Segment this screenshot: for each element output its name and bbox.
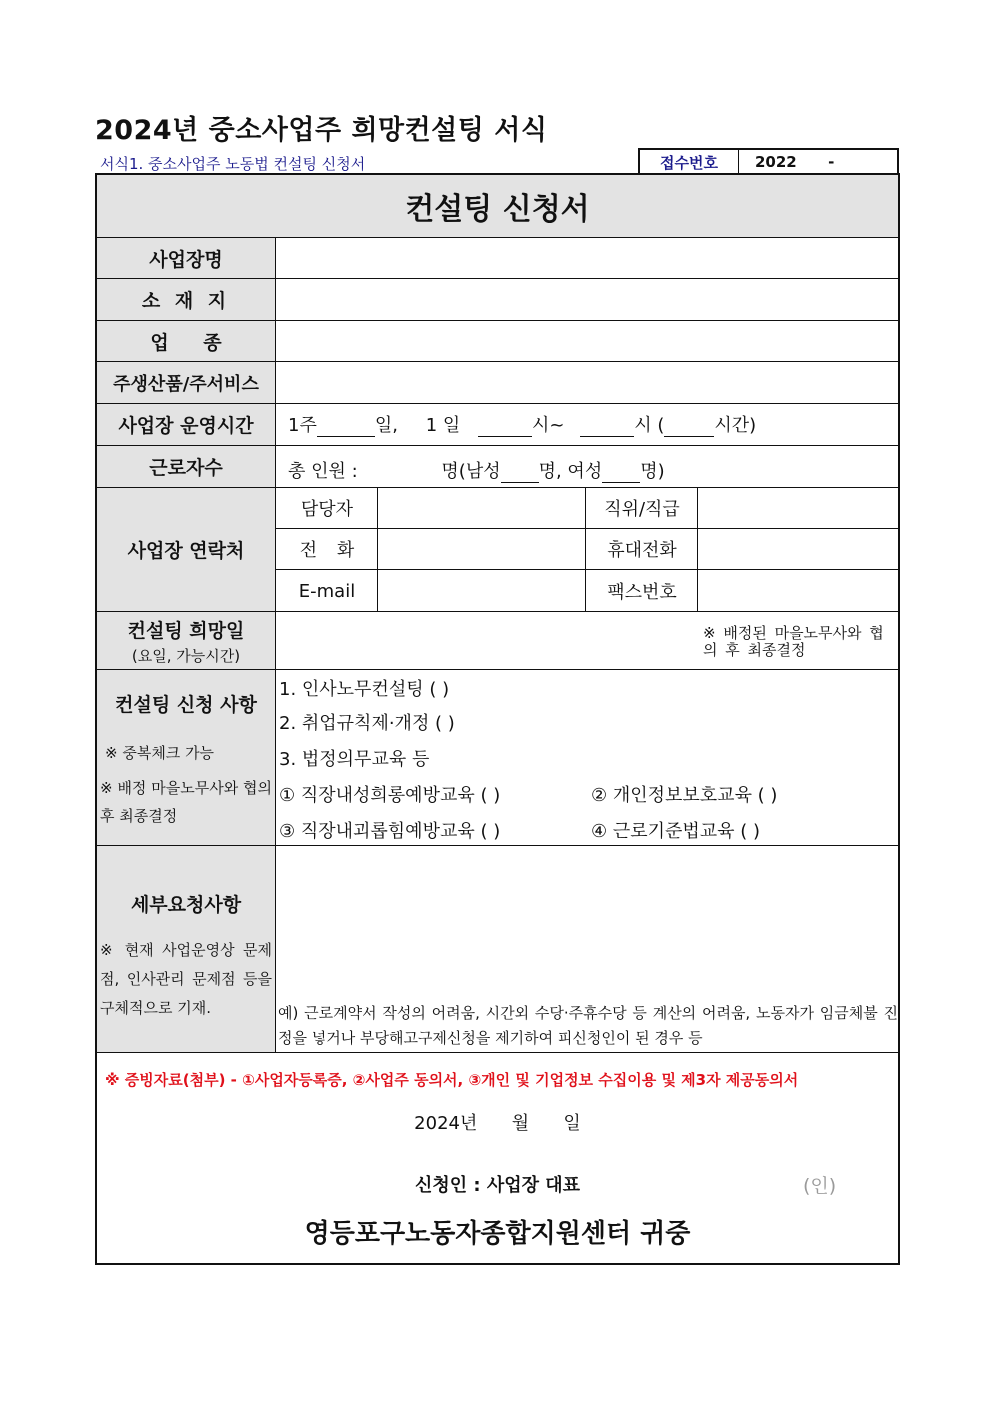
products-field[interactable] bbox=[277, 363, 897, 402]
apply-note-consult: ※ 배정 마을노무사와 협의 후 최종결정 bbox=[100, 779, 272, 825]
hours-to-label: 시 ( bbox=[634, 415, 665, 436]
workers-male-label: 명(남성 bbox=[441, 461, 501, 482]
apply-item-mandatory-education: 3. 법정의무교육 등 bbox=[279, 749, 430, 770]
form-subtitle: 서식1. 중소사업주 노동법 컨설팅 신청서 bbox=[100, 155, 366, 173]
wish-date-label-cell bbox=[97, 612, 275, 669]
contact-label: 사업장 연락처 bbox=[127, 540, 245, 562]
workers-end-label: 명) bbox=[640, 461, 665, 482]
hours-days-label: 일, bbox=[374, 415, 398, 436]
hours-per-week-label: 1주 bbox=[288, 415, 317, 436]
hours-per-day-label: 1 일 bbox=[425, 415, 461, 436]
apply-item-privacy[interactable]: ② 개인정보보호교육 ( ) bbox=[591, 785, 778, 806]
phone-field[interactable] bbox=[379, 529, 584, 568]
apply-item-workplace-bullying[interactable]: ③ 직장내괴롭힘예방교육 ( ) bbox=[279, 821, 501, 842]
workers-label: 근로자수 bbox=[149, 457, 223, 479]
apply-note-duplicate: ※ 중복체크 가능 bbox=[105, 744, 215, 762]
wish-date-label: 컨설팅 희망일 bbox=[127, 619, 245, 642]
hours-from-label: 시~ bbox=[532, 415, 565, 436]
workers-total-label: 총 인원 : bbox=[288, 461, 358, 482]
evidence-notice: ※ 증빙자료(첨부) - ①사업자등록증, ②사업주 동의서, ③개인 및 기업정보 수집이용 및 제3자 제공동의서 bbox=[105, 1071, 799, 1089]
manager-field[interactable] bbox=[379, 488, 584, 527]
hours-label: 사업장 운영시간 bbox=[118, 415, 254, 437]
mobile-label: 휴대전화 bbox=[607, 540, 677, 561]
receipt-number-field[interactable]: 2022 - bbox=[755, 153, 835, 171]
apply-item-sexual-harassment[interactable]: ① 직장내성희롱예방교육 ( ) bbox=[279, 785, 501, 806]
apply-label-cell bbox=[97, 670, 275, 845]
detail-label: 세부요청사항 bbox=[130, 894, 242, 916]
form-frame bbox=[95, 173, 900, 1265]
receipt-label: 접수번호 bbox=[640, 150, 739, 174]
apply-item-labor-standards[interactable]: ④ 근로기준법교육 ( ) bbox=[591, 821, 761, 842]
detail-example: 예) 근로계약서 작성의 어려움, 시간외 수당·주휴수당 등 계산의 어려움, 노동자가 임금체불 진정을 넣거나 부당해고구제신청을 제기하여 피신청인이 된 경우 등 bbox=[278, 1004, 898, 1047]
industry-field[interactable] bbox=[277, 322, 897, 360]
email-field[interactable] bbox=[379, 571, 584, 610]
manager-label: 담당자 bbox=[300, 499, 354, 520]
industry-label: 업 종 bbox=[150, 331, 222, 354]
location-label: 소 재 지 bbox=[141, 290, 231, 312]
business-name-field[interactable] bbox=[277, 239, 897, 277]
fax-label: 팩스번호 bbox=[607, 582, 677, 603]
fax-field[interactable] bbox=[699, 571, 897, 610]
document-title: 2024년 중소사업주 희망컨설팅 서식 bbox=[95, 115, 548, 146]
receipt-box bbox=[638, 148, 899, 174]
phone-label: 전 화 bbox=[299, 540, 355, 561]
apply-item-work-rules[interactable]: 2. 취업규칙제·개정 ( ) bbox=[279, 713, 455, 734]
location-field[interactable] bbox=[277, 280, 897, 319]
seal-mark[interactable]: (인) bbox=[803, 1175, 837, 1197]
workers-female-label: 명, 여성 bbox=[538, 461, 603, 482]
detail-note: ※ 현재 사업운영상 문제점, 인사관리 문제점 등을 구체적으로 기재. bbox=[100, 941, 272, 1017]
wish-date-sub: (요일, 가능시간) bbox=[131, 646, 241, 665]
form-heading: 컨설팅 신청서 bbox=[97, 175, 898, 237]
workers-field[interactable] bbox=[288, 457, 665, 483]
hours-field[interactable] bbox=[288, 411, 756, 437]
business-name-label: 사업장명 bbox=[149, 248, 223, 271]
wish-date-note: ※ 배정된 마을노무사와 협의 후 최종결정 bbox=[703, 624, 884, 659]
position-field[interactable] bbox=[699, 488, 897, 527]
apply-label: 컨설팅 신청 사항 bbox=[115, 694, 257, 716]
email-label: E-mail bbox=[298, 580, 356, 602]
application-date[interactable]: 2024년 월 일 bbox=[414, 1113, 581, 1134]
hours-total-label: 시간) bbox=[714, 415, 757, 436]
applicant-line: 신청인 : 사업장 대표 bbox=[414, 1175, 581, 1196]
apply-item-hr-consulting[interactable]: 1. 인사노무컨설팅 ( ) bbox=[279, 679, 450, 700]
position-label: 직위/직급 bbox=[604, 499, 680, 520]
mobile-field[interactable] bbox=[699, 529, 897, 568]
detail-label-cell bbox=[97, 846, 275, 1052]
recipient: 영등포구노동자종합지원센터 귀중 bbox=[304, 1219, 691, 1249]
products-label: 주생산품/주서비스 bbox=[113, 373, 259, 395]
